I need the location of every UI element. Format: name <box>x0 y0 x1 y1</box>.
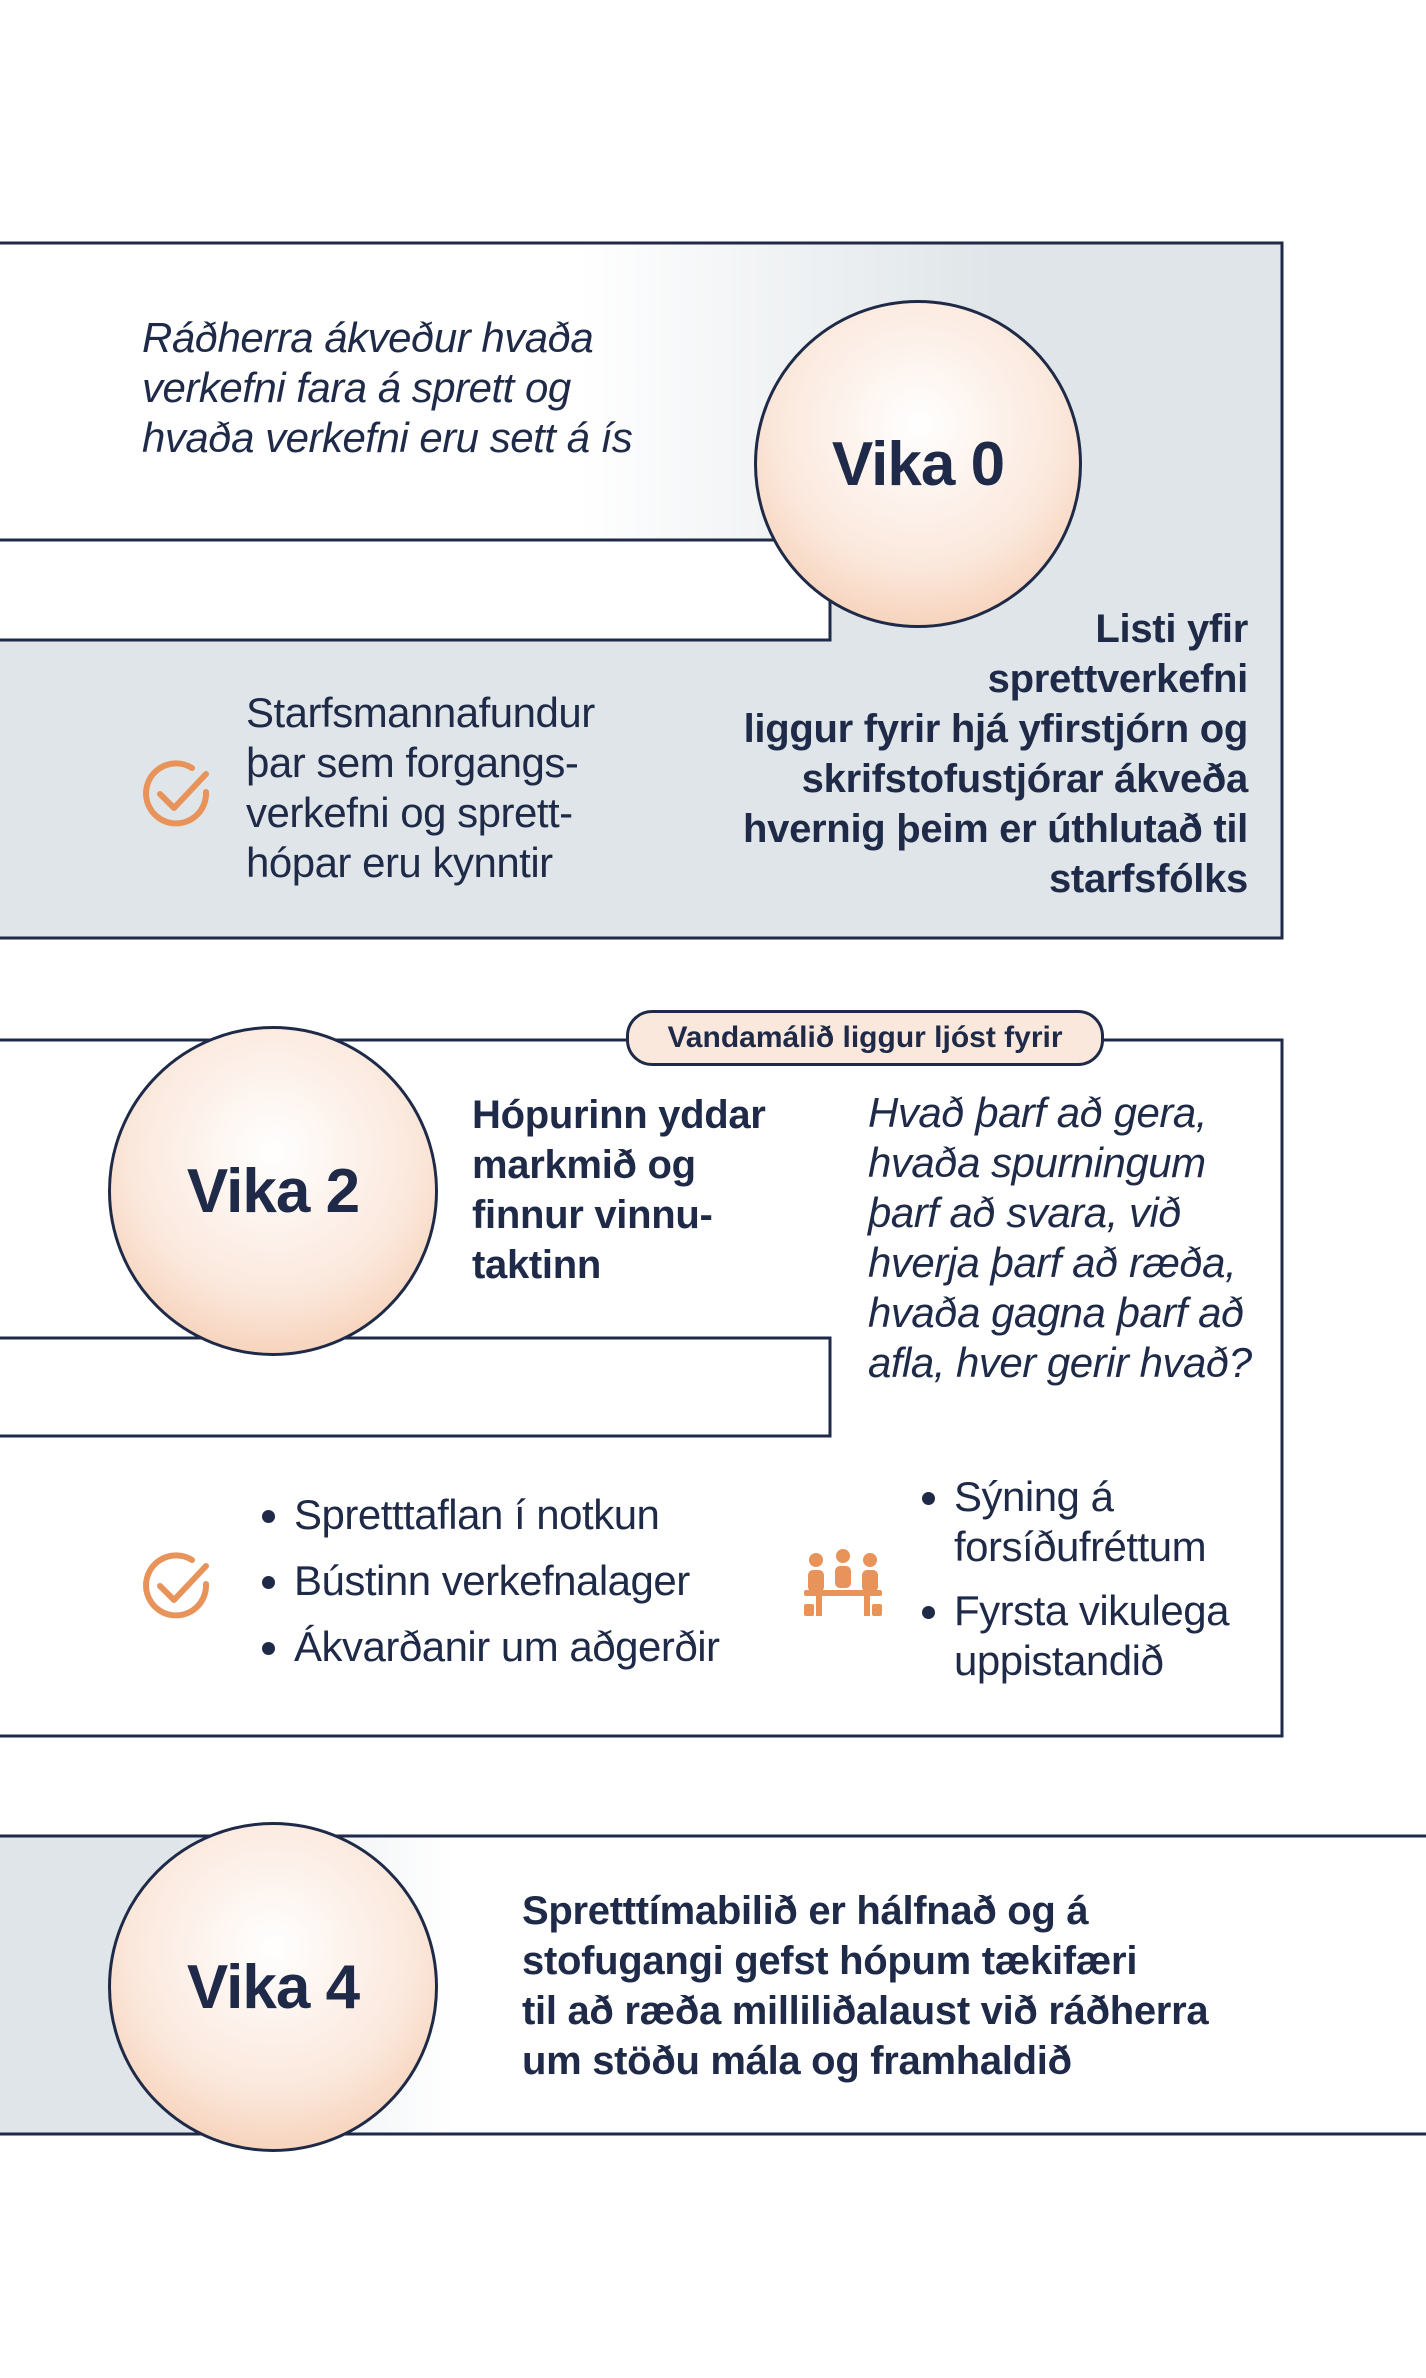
section2-left-bullets <box>246 1490 854 1672</box>
section0-meeting-text: Starfsmannafundur þar sem forgangs- verkefni og sprett- hópar eru kynntir <box>246 689 595 886</box>
section0-intro-text: Ráðherra ákveður hvaða verkefni fara á sprett og hvaða verkefni eru sett á ís <box>142 314 633 461</box>
section2-questions-text: Hvað þarf að gera, hvaða spurningum þarf að svara, við hverja þarf að ræða, hvaða gagna þarf að afla, hver gerir hvað? <box>868 1089 1252 1386</box>
section2-badge: Vandamálið liggur ljóst fyrir <box>626 1010 1104 1066</box>
team-meeting-icon <box>802 1548 884 1618</box>
week0-label: Vika 0 <box>831 429 1005 499</box>
week0-circle <box>754 300 1082 628</box>
week2-circle <box>108 1026 438 1356</box>
section4-text: Spretttímabilið er hálfnað og á stofugangi gefst hópum tækifæri til að ræða milliliðalaust við ráðherra um stöðu mála og framhaldið <box>522 1889 1209 2083</box>
week2-label: Vika 2 <box>186 1156 360 1226</box>
section2-right-bullets <box>906 1472 1294 1686</box>
section0-list-text: Listi yfir sprettverkefni liggur fyrir hjá yfirstjórn og skrifstofustjórar ákveða hvernig þeim er úthlutað til starfsfólks <box>743 607 1248 901</box>
check-circle-icon <box>140 1548 216 1624</box>
week4-circle <box>108 1822 438 2152</box>
check-circle-icon <box>140 756 216 832</box>
week4-label: Vika 4 <box>186 1952 360 2022</box>
list-item: • Ákvarðanir um aðgerðir <box>294 1622 854 1672</box>
section2-group-text: Hópurinn yddar markmið og finnur vinnu- taktinn <box>472 1093 766 1287</box>
list-item: • Bústinn verkefnalager <box>294 1556 854 1606</box>
list-item: • Spretttaflan í notkun <box>294 1490 854 1540</box>
list-item: • Fyrsta vikulega uppistandið <box>954 1586 1294 1686</box>
list-item: • Sýning á forsíðufréttum <box>954 1472 1294 1572</box>
